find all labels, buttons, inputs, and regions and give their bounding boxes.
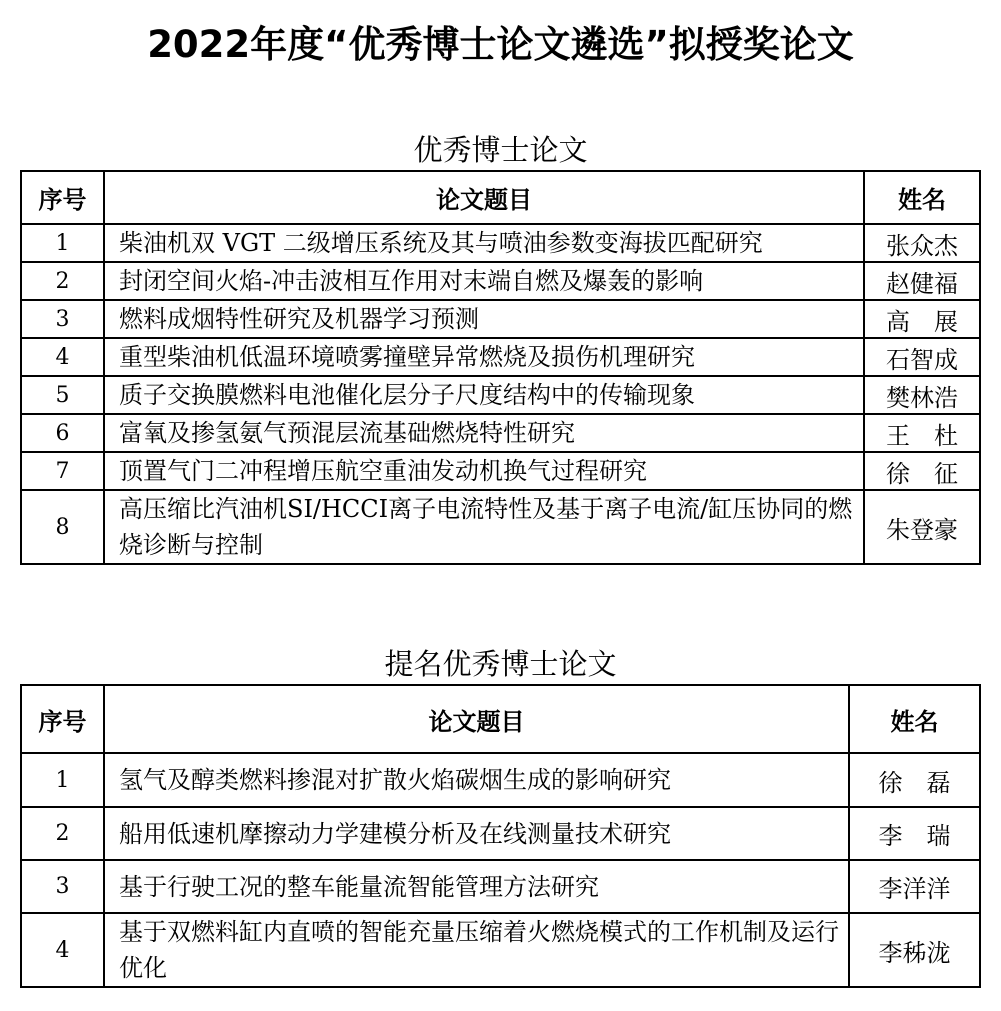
table-row bbox=[21, 753, 980, 807]
column-header-no: 序号 bbox=[21, 171, 104, 224]
table-row bbox=[21, 338, 980, 376]
row-number: 1 bbox=[21, 753, 104, 807]
column-header-name: 姓名 bbox=[849, 685, 980, 753]
row-number: 2 bbox=[21, 262, 104, 300]
nominated-thesis-table bbox=[20, 684, 981, 988]
author-name: 李洋洋 bbox=[849, 860, 980, 913]
row-number: 8 bbox=[21, 490, 104, 564]
thesis-title: 船用低速机摩擦动力学建模分析及在线测量技术研究 bbox=[104, 807, 849, 860]
column-header-name: 姓名 bbox=[864, 171, 980, 224]
excellent-thesis-table bbox=[20, 170, 981, 565]
row-number: 4 bbox=[21, 338, 104, 376]
author-name: 王 杜 bbox=[864, 414, 980, 452]
author-name: 张众杰 bbox=[864, 224, 980, 262]
author-name: 徐 磊 bbox=[849, 753, 980, 807]
table-row bbox=[21, 913, 980, 987]
document-title: 2022年度“优秀博士论文遴选”拟授奖论文 bbox=[147, 23, 854, 66]
table-row bbox=[21, 414, 980, 452]
author-name: 李 瑞 bbox=[849, 807, 980, 860]
thesis-title: 基于双燃料缸内直喷的智能充量压缩着火燃烧模式的工作机制及运行优化 bbox=[104, 913, 849, 987]
row-number: 6 bbox=[21, 414, 104, 452]
thesis-title: 封闭空间火焰-冲击波相互作用对末端自燃及爆轰的影响 bbox=[104, 262, 864, 300]
section-heading-excellent: 优秀博士论文 bbox=[413, 133, 588, 167]
section-heading-nominated: 提名优秀博士论文 bbox=[384, 647, 617, 681]
column-header-title: 论文题目 bbox=[104, 171, 864, 224]
table-header-row bbox=[21, 685, 980, 753]
table-row bbox=[21, 860, 980, 913]
row-number: 4 bbox=[21, 913, 104, 987]
author-name: 高 展 bbox=[864, 300, 980, 338]
row-number: 3 bbox=[21, 300, 104, 338]
row-number: 5 bbox=[21, 376, 104, 414]
thesis-title: 重型柴油机低温环境喷雾撞壁异常燃烧及损伤机理研究 bbox=[104, 338, 864, 376]
thesis-title: 质子交换膜燃料电池催化层分子尺度结构中的传输现象 bbox=[104, 376, 864, 414]
column-header-title: 论文题目 bbox=[104, 685, 849, 753]
row-number: 3 bbox=[21, 860, 104, 913]
thesis-title: 顶置气门二冲程增压航空重油发动机换气过程研究 bbox=[104, 452, 864, 490]
row-number: 1 bbox=[21, 224, 104, 262]
table-row bbox=[21, 224, 980, 262]
thesis-title: 高压缩比汽油机SI/HCCI离子电流特性及基于离子电流/缸压协同的燃烧诊断与控制 bbox=[104, 490, 864, 564]
thesis-title: 氢气及醇类燃料掺混对扩散火焰碳烟生成的影响研究 bbox=[104, 753, 849, 807]
author-name: 朱登豪 bbox=[864, 490, 980, 564]
author-name: 石智成 bbox=[864, 338, 980, 376]
table-row bbox=[21, 376, 980, 414]
author-name: 徐 征 bbox=[864, 452, 980, 490]
table-row bbox=[21, 490, 980, 564]
author-name: 赵健福 bbox=[864, 262, 980, 300]
table-header-row bbox=[21, 171, 980, 224]
table-row bbox=[21, 452, 980, 490]
row-number: 2 bbox=[21, 807, 104, 860]
author-name: 李秭泷 bbox=[849, 913, 980, 987]
column-header-no: 序号 bbox=[21, 685, 104, 753]
author-name: 樊林浩 bbox=[864, 376, 980, 414]
thesis-title: 燃料成烟特性研究及机器学习预测 bbox=[104, 300, 864, 338]
row-number: 7 bbox=[21, 452, 104, 490]
table-row bbox=[21, 300, 980, 338]
thesis-title: 柴油机双 VGT 二级增压系统及其与喷油参数变海拔匹配研究 bbox=[104, 224, 864, 262]
thesis-title: 基于行驶工况的整车能量流智能管理方法研究 bbox=[104, 860, 849, 913]
thesis-title: 富氧及掺氢氨气预混层流基础燃烧特性研究 bbox=[104, 414, 864, 452]
table-row bbox=[21, 262, 980, 300]
table-row bbox=[21, 807, 980, 860]
